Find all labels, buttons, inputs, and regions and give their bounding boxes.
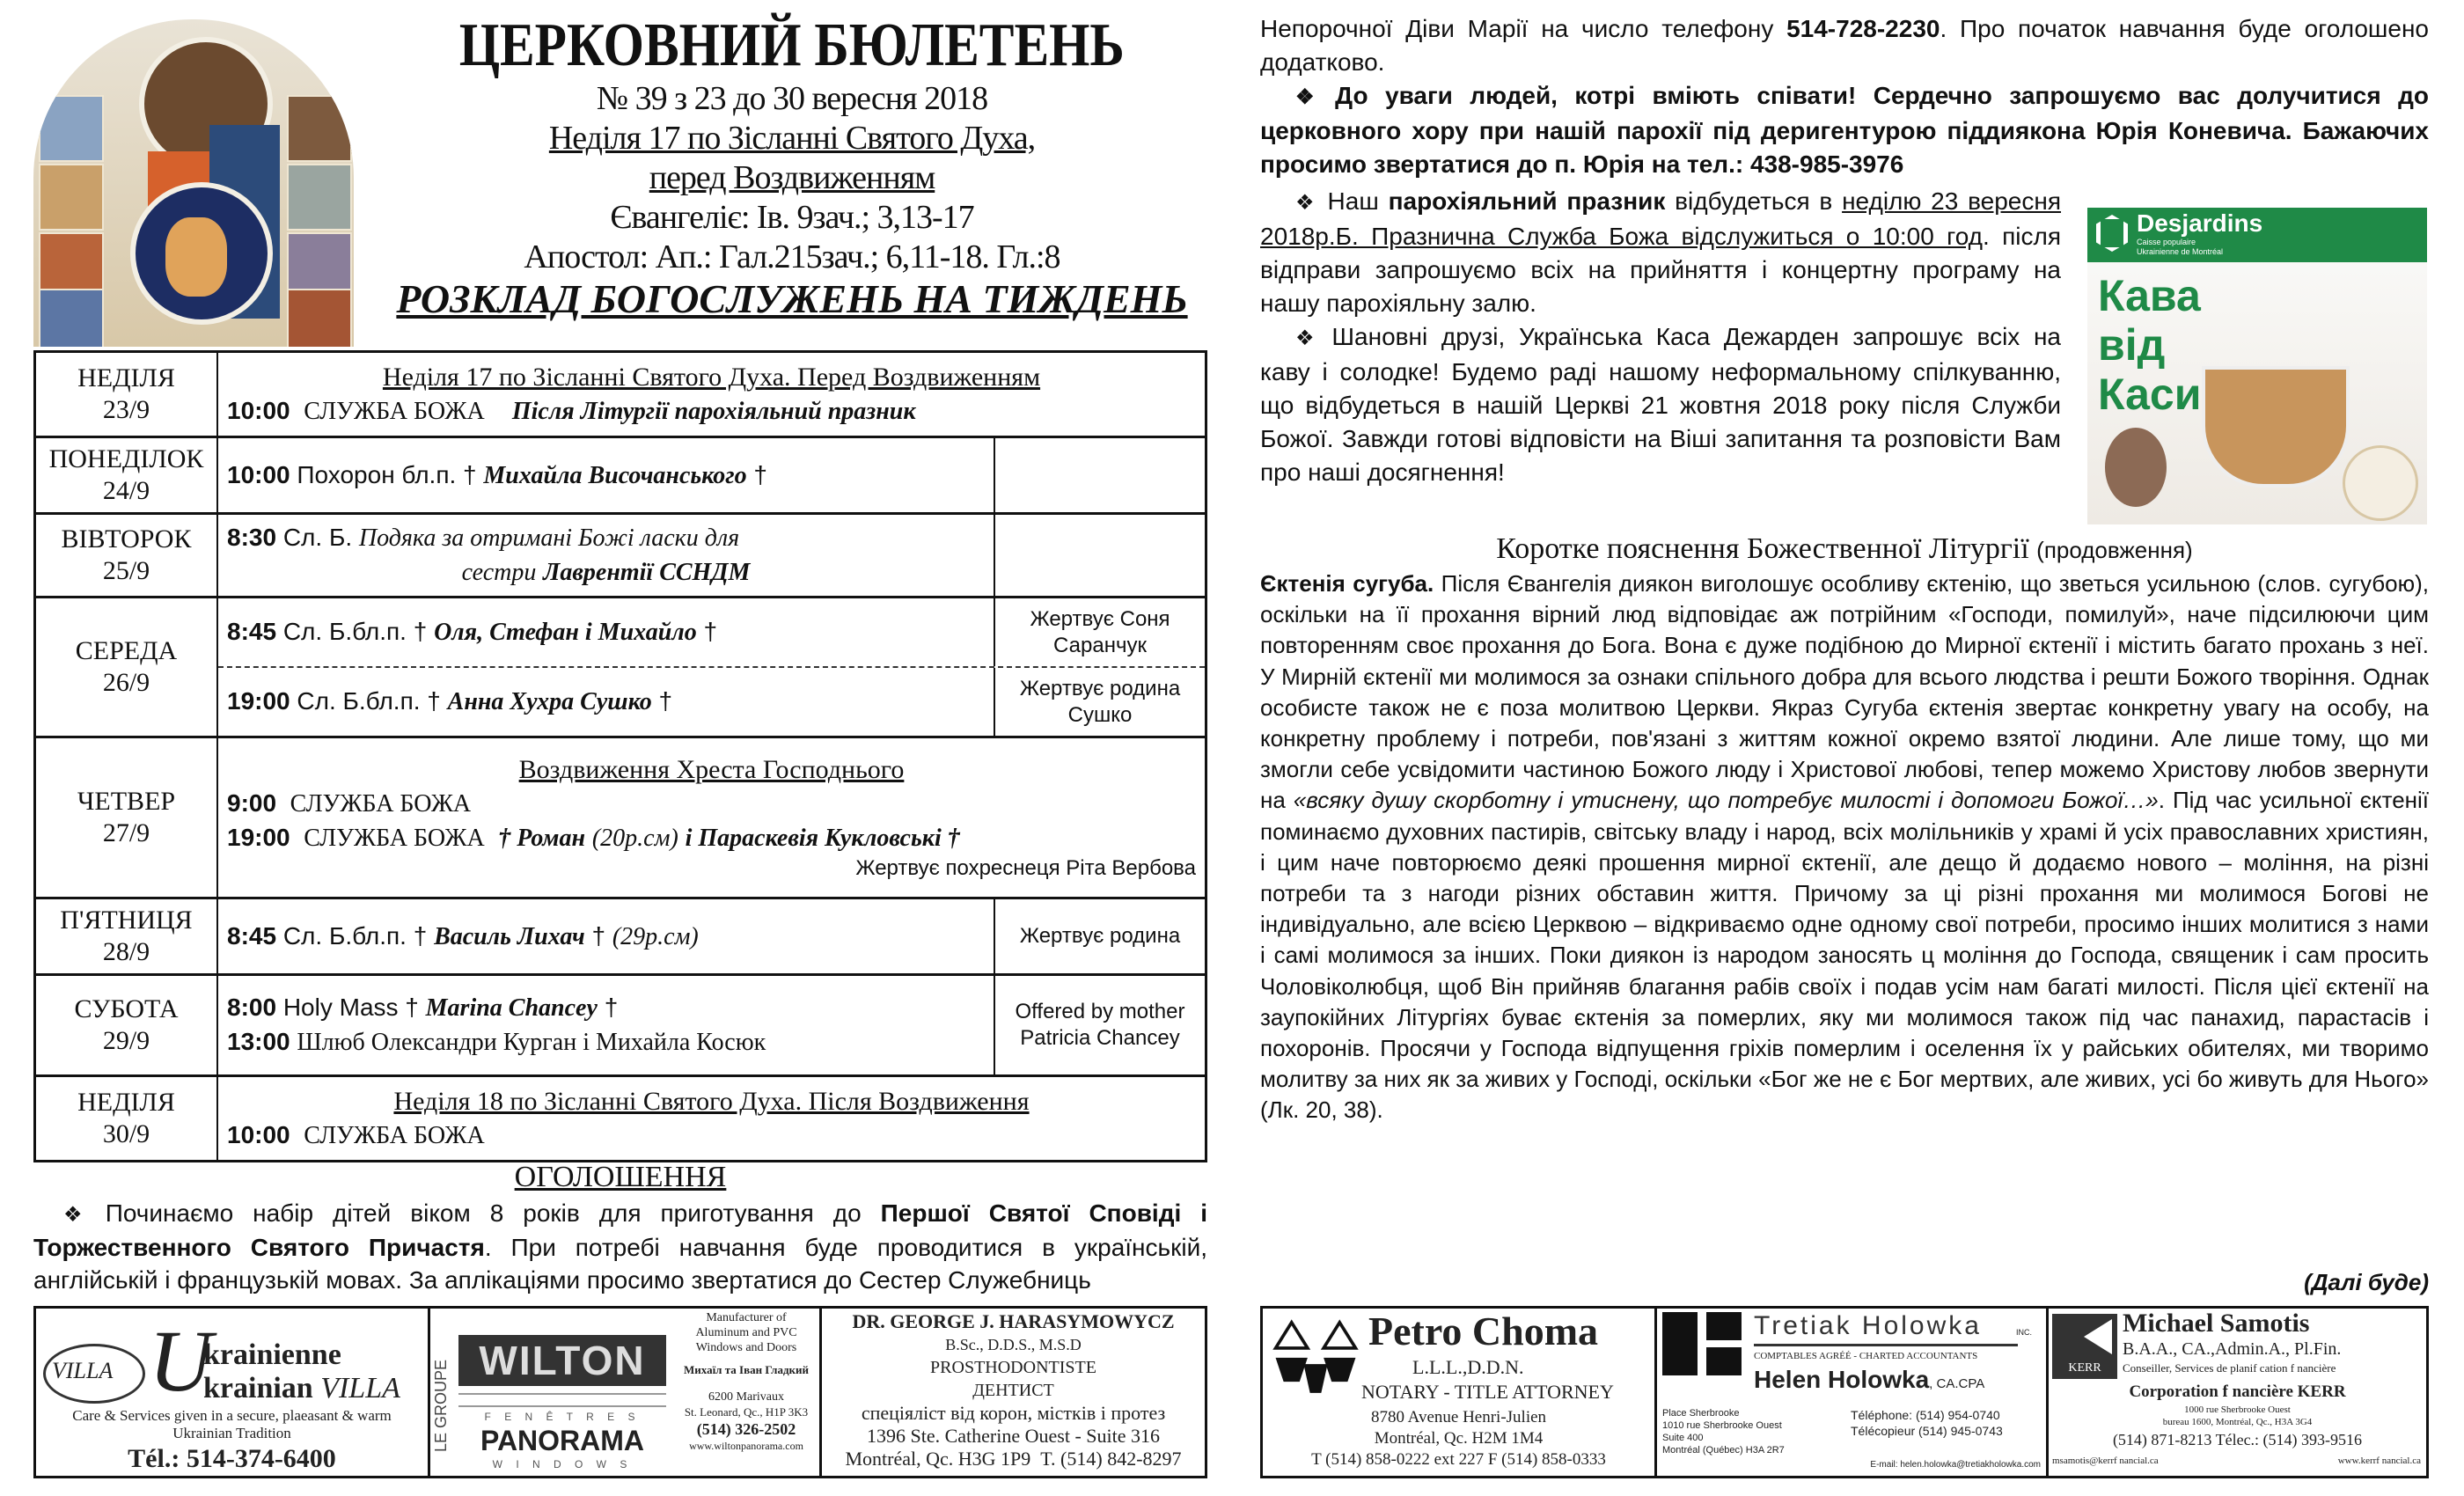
feast-title: Неділя 18 по Зісланні Святого Духа. Після Воздвиження xyxy=(393,1086,1030,1116)
tretiak-address: Place Sherbrooke xyxy=(1662,1408,1740,1419)
day-cell xyxy=(36,353,218,436)
service-time: 13:00 xyxy=(227,1028,290,1055)
feast-title: Воздвиження Хреста Господнього xyxy=(518,755,905,784)
service-name: СЛУЖБА БОЖА xyxy=(304,1121,485,1149)
service-entry xyxy=(218,598,1205,666)
tretiak-address: 1010 rue Sherbrooke Ouest xyxy=(1662,1420,1782,1431)
wilton-owners: Михаїл та Іван Гладкий xyxy=(683,1363,809,1376)
to-be-continued: (Далі буде) xyxy=(2304,1269,2429,1295)
cross-mark: † xyxy=(591,921,606,950)
tretiak-phone: Téléphone: (514) 954-0740 xyxy=(1851,1408,2000,1422)
choma-address: 8780 Avenue Henri-Julien xyxy=(1370,1408,1547,1426)
dentist-name: DR. GEORGE J. HARASYMOWYCZ xyxy=(852,1310,1175,1332)
schedule-table xyxy=(33,350,1207,1162)
feast-title: Неділя 17 по Зісланні Святого Духа. Перед Воздвиженням xyxy=(382,362,1041,392)
wilton-address: 6200 Marivaux xyxy=(708,1390,784,1404)
ad-dentist xyxy=(819,1309,1205,1476)
donor-text: Жертвує родина Сушко xyxy=(1019,676,1181,727)
donor-cell xyxy=(994,899,1205,973)
intention-text: сестри xyxy=(461,559,537,586)
ad-tretiak-holowka xyxy=(1654,1309,2046,1476)
donor-cell xyxy=(994,438,1205,512)
services-cell xyxy=(218,738,1205,897)
villa-logo-text: VILLA xyxy=(52,1358,114,1383)
desjardins-slogan: від xyxy=(2098,320,2166,370)
schedule-row-monday-24 xyxy=(36,436,1205,512)
service-name: Похорон бл.п. † xyxy=(297,460,477,488)
wilton-website: www.wiltonpanorama.com xyxy=(689,1440,803,1452)
tretiak-inc: INC. xyxy=(2016,1328,2032,1337)
service-name: СЛУЖБА БОЖА xyxy=(304,825,485,852)
wilton-vertical-text: LE GROUPE xyxy=(432,1359,450,1452)
day-date: 30/9 xyxy=(102,1119,150,1148)
villa-phone: Tél.: 514-374-6400 xyxy=(128,1444,336,1473)
service-name: Шлюб Олександри Курган і Михайла Косюк xyxy=(297,1029,766,1056)
wilton-desc: Aluminum and PVC xyxy=(695,1326,797,1339)
intention-age: (20р.см) xyxy=(591,825,678,852)
announcement-text: Непорочної Діви Марії на число телефону xyxy=(1260,15,1787,42)
wilton-panorama: PANORAMA xyxy=(480,1425,645,1456)
announcement-choir xyxy=(1260,79,2429,181)
announcement-coffee xyxy=(1260,320,2061,489)
service-note: Після Літургії парохіяльний празник xyxy=(511,397,916,425)
liturgy-paragraph: . Під час усильної єктенії поминаємо духовних пастирів, світську владу і народ, всіх молільників у храмі й усіх православних християн, і цим наче повторюємо деякі прошення мирної єктенії, але дещо й додаємо нового – моління, на різні потреби та з нагоди різних обставин життя. Причому за ці різні прохання ми молимося Богові не індивідуально, але всією Церквою – відкриваємо одне одному свої потреби, просимо інших молитися з нами і самі молимося за інших. Поки диякон із народом заносять ц моління до Господа, священик і сам просить Чоловіколюбця, щоб Він прийняв благання рабів своїх і подав усім нам багаті милості. Після цієї єктенії на заупокійних Літургіях буває єктенія за померлих, яку ми молимося також під час панахид, парастасів і похоронів. Просячи у Господа відпущення гріхів померлим і оселення їх у райських обителях, ми творимо молитву за них як за живих у Господі, оскільки «Бог же не є Бог мертвих, але живих, усі бо живуть для Нього» (Лк. 20, 38). xyxy=(1260,787,2430,1124)
desjardins-brand: Desjardins xyxy=(2137,209,2263,237)
intention-name: Лаврентії ССНДМ xyxy=(543,559,751,586)
service-time: 9:00 xyxy=(227,789,277,817)
schedule-row-wednesday-26 xyxy=(36,596,1205,736)
dentist-city: Montréal, Qc. H3G 1P9 xyxy=(845,1448,1031,1470)
schedule-row-saturday-29 xyxy=(36,973,1205,1074)
day-cell xyxy=(36,738,218,897)
dentist-phone: T. (514) 842-8297 xyxy=(1040,1448,1182,1470)
day-date: 27/9 xyxy=(102,818,150,847)
bulletin-title: ЦЕРКОВНИЙ БЮЛЕТЕНЬ xyxy=(458,11,1126,79)
day-cell xyxy=(36,899,218,973)
donor-cell xyxy=(994,976,1205,1074)
service-name: Сл. Б.бл.п. † xyxy=(282,618,428,645)
tretiak-credentials: , CA.CPA xyxy=(1929,1376,1985,1391)
diamond-bullet-icon: ❖ xyxy=(1295,326,1322,350)
choma-city: Montréal, Qc. H2M 1M4 xyxy=(1374,1429,1544,1448)
schedule-row-sunday-23 xyxy=(36,353,1205,436)
macaron-image xyxy=(2105,428,2167,507)
service-name: Сл. Б.бл.п. † xyxy=(282,921,428,950)
donor-text: Жертвує похреснеця Ріта Вербова xyxy=(855,856,1196,880)
kerr-logo xyxy=(2052,1314,2117,1379)
holy-family-icon-image xyxy=(33,19,354,347)
samotis-role: Conseiller, Services de planif cation f nancière xyxy=(2123,1361,2336,1375)
day-cell xyxy=(36,438,218,512)
day-name: СУБОТА xyxy=(74,994,179,1023)
announcement-text: Шановні друзі, Українська Каса Дежарден запрошує всіх на каву і солодке! Будемо раді нашому неформальному спілкуванню, що відбудеться в нашій Церкві 21 жовтня 2018 року після Служби Божої. Завжди готові відповісти на Віші запитання та розповісти Вам про наші досягнення! xyxy=(1260,323,2061,486)
villa-name-en: krainian xyxy=(203,1372,313,1404)
liturgy-paragraph: Після Євангелія диякон виголошує особливу єктенію, що зветься усильною (слов. сугубою), оскільки на її прохання вірний люд відповідає аж потрійним «Господи, помилуй», наче підсилюючи цим повторенням своє прохання до Бога. Вона є дуже подібною до Мирної єктенії і містить багато прохань з неї. У Мирній єктенії ми молимося за ознаки спільного добра для всього людства і решти Божого творіння. Однак особисте також не є поза молитвою Церкви. Якраз Сугуба єктенія звертає конкретну увагу на особу, на конкретну проблему і потреби, пов'язані з життям кожної окремо взятої людини. Але лише тому, що ми змогли себе усвідомити частиною Божого люду і Христової любові, тепер можемо Христову любов звернути на xyxy=(1260,570,2429,814)
intention-age: (29р.см) xyxy=(612,922,699,950)
desjardins-slogan: Кава xyxy=(2098,271,2201,320)
day-cell xyxy=(36,976,218,1074)
villa-tagline: Ukrainian Tradition xyxy=(172,1425,291,1441)
sisters-phone: 514-728-2230 xyxy=(1786,15,1940,42)
announcement-bold: парохіяльний празник xyxy=(1388,187,1666,215)
tretiak-email: E-mail: helen.holowka@tretiakholowka.com xyxy=(1870,1460,2041,1470)
announcement-text: . При потребі навчання буде проводитися в українській, англійській і французькій мовах. За аплікаціями просимо звертатися до Сестер Служебниць xyxy=(33,1234,1207,1294)
services-cell xyxy=(218,1077,1205,1160)
dentist-address: 1396 Ste. Catherine Ouest - Suite 316 xyxy=(866,1425,1160,1447)
tretiak-fax: Télécopieur (514) 945-0743 xyxy=(1851,1424,2003,1438)
gospel-reading: Євангеліє: Ів. 9зач.; 3,13-17 xyxy=(610,199,974,236)
service-time: 8:45 xyxy=(227,618,277,645)
coffee-cup-image xyxy=(2202,366,2350,488)
day-name: НЕДІЛЯ xyxy=(77,363,175,392)
ad-desjardins-coffee xyxy=(2087,208,2427,524)
intention-name: Marina Chancey xyxy=(425,994,598,1022)
services-cell xyxy=(218,515,994,596)
announcement-text: . Про початок навчання буде оголошено додатково. xyxy=(1260,15,2429,76)
tretiak-firm: Tretiak Holowka xyxy=(1754,1311,1982,1340)
dentist-specialty: спеціяліст від корон, містків і протез xyxy=(861,1402,1166,1424)
wilton-desc: Manufacturer of xyxy=(706,1311,787,1324)
sunday-title-line1: Неділя 17 по Зісланні Святого Духа, xyxy=(548,120,1036,157)
announcements-title xyxy=(33,1160,1207,1195)
donor-text: Жертвує родина xyxy=(1019,924,1181,948)
desjardins-sub: Ukrainienne de Montréal xyxy=(2137,247,2224,256)
samotis-phones: (514) 871-8213 Télec.: (514) 393-9516 xyxy=(2112,1431,2363,1448)
intention-name: Анна Хухра Сушко xyxy=(447,688,652,715)
ad-ukrainian-villa xyxy=(36,1309,428,1476)
day-cell xyxy=(36,515,218,596)
day-date: 29/9 xyxy=(102,1026,150,1055)
wilton-windows: W I N D O W S xyxy=(492,1458,633,1470)
diamond-bullet-icon: ❖ xyxy=(63,1203,95,1227)
tretiak-logo-block xyxy=(1662,1312,1698,1375)
ad-petro-choma xyxy=(1263,1309,1654,1476)
announcement-bold: Першої Святої Сповіді і Торжественного Святого Причастя xyxy=(33,1199,1207,1261)
scales-logo-icon xyxy=(1272,1316,1360,1397)
day-name: ВІВТОРОК xyxy=(61,524,192,554)
day-name: НЕДІЛЯ xyxy=(77,1088,175,1117)
wilton-phone: (514) 326-2502 xyxy=(696,1420,796,1438)
day-date: 26/9 xyxy=(102,668,150,697)
villa-tagline: Care & Services given in a secure, plaeasant & warm xyxy=(72,1407,392,1424)
kerr-logo-text: KERR xyxy=(2068,1361,2101,1375)
desjardins-sub: Caisse populaire xyxy=(2137,238,2196,246)
day-name: ЧЕТВЕР xyxy=(77,787,176,816)
ad-michael-samotis xyxy=(2046,1309,2426,1476)
services-cell xyxy=(218,353,1205,436)
service-name: Сл. Б. xyxy=(282,524,353,551)
dentist-title: PROSTHODONTISTE xyxy=(930,1358,1096,1377)
service-time: 10:00 xyxy=(227,396,290,424)
service-time: 10:00 xyxy=(227,1120,290,1148)
service-time: 19:00 xyxy=(227,687,290,715)
announcement-first-communion-cont xyxy=(1260,12,2429,79)
announcements-title-text: ОГОЛОШЕННЯ xyxy=(514,1161,727,1193)
choma-degrees: L.L.L.,D.D.N. xyxy=(1412,1356,1524,1378)
wilton-logo: WILTON xyxy=(458,1335,666,1386)
choma-phones: T (514) 858-0222 ext 227 F (514) 858-0333 xyxy=(1311,1450,1606,1469)
intention-name: † Роман xyxy=(498,825,586,852)
day-date: 24/9 xyxy=(102,476,150,505)
intention-text: Подяка за отримані Божі ласки для xyxy=(358,524,740,552)
tretiak-name: Helen Holowka xyxy=(1754,1366,1930,1393)
dentist-title-uk: ДЕНТИСТ xyxy=(972,1381,1054,1400)
service-time: 10:00 xyxy=(227,460,290,488)
tretiak-subtitle: COMPTABLES AGRÉÉ - CHARTED ACCOUNTANTS xyxy=(1754,1351,1978,1361)
announcement-text: відбудеться в xyxy=(1665,187,1843,215)
announcement-text: . після відправи запрошуємо всіх на прийняття і концертну програму на нашу парохіяльну залю. xyxy=(1260,223,2061,317)
day-cell xyxy=(36,598,218,736)
samotis-address: bureau 1600, Montréal, Qc., H3A 3G4 xyxy=(2162,1417,2313,1427)
villa-u-logo: U xyxy=(149,1312,213,1410)
samotis-name: Michael Samotis xyxy=(2123,1309,2310,1338)
dentist-degrees: B.Sc., D.D.S., M.S.D xyxy=(945,1336,1082,1353)
desjardins-slogan: Каси xyxy=(2098,370,2202,419)
donor-cell xyxy=(994,515,1205,596)
samotis-degrees: B.A.A., CA.,Admin.A., Pl.Fin. xyxy=(2123,1339,2342,1359)
liturgy-quote: «всяку душу скорботну і утиснену, що потребує милості і допомоги Божої…» xyxy=(1293,787,2159,814)
samotis-website: www.kerrf nancial.ca xyxy=(2337,1456,2421,1466)
samotis-address: 1000 rue Sherbrooke Ouest xyxy=(2184,1404,2291,1415)
samotis-email: msamotis@kerrf nancial.ca xyxy=(2052,1456,2159,1466)
schedule-row-thursday-27 xyxy=(36,736,1205,897)
ad-wilton-panorama xyxy=(428,1309,819,1476)
donor-text: Offered by mother Patricia Chancey xyxy=(1015,1000,1185,1050)
wilton-desc: Windows and Doors xyxy=(695,1341,797,1354)
liturgy-section-title xyxy=(1260,532,2429,568)
services-cell xyxy=(218,976,994,1074)
desjardins-header-bar xyxy=(2087,208,2427,262)
wilton-address: St. Leonard, Qc., H1P 3K3 xyxy=(684,1405,809,1419)
samotis-corporation: Corporation f nancière KERR xyxy=(2129,1382,2346,1401)
service-time: 8:30 xyxy=(227,524,277,551)
liturgy-text xyxy=(1260,568,2429,1126)
tretiak-address: Montréal (Québec) H3A 2R7 xyxy=(1662,1445,1785,1456)
schedule-row-friday-28 xyxy=(36,897,1205,973)
intention-name: Михайла Височанського xyxy=(483,461,747,489)
villa-logo-text: VILLA xyxy=(320,1372,400,1404)
ads-strip-right xyxy=(1260,1306,2429,1478)
day-date: 28/9 xyxy=(102,937,150,966)
apostle-reading: Апостол: Ап.: Гал.215зач.; 6,11-18. Гл.:8 xyxy=(524,238,1060,275)
schedule-title: РОЗКЛАД БОГОСЛУЖЕНЬ НА ТИЖДЕНЬ xyxy=(396,276,1188,321)
services-cell xyxy=(218,438,994,512)
announcement-text: Починаємо набір дітей віком 8 років для приготування до xyxy=(105,1199,881,1227)
service-time: 8:45 xyxy=(227,921,277,950)
services-cell xyxy=(218,899,994,973)
villa-name-fr: krainienne xyxy=(203,1338,341,1371)
choma-title: NOTARY - TITLE ATTORNEY xyxy=(1361,1381,1614,1403)
desjardins-hexagon-logo-icon xyxy=(2096,215,2128,252)
announcement-text: Наш xyxy=(1327,187,1389,215)
service-time: 19:00 xyxy=(227,824,290,851)
intention-name: Оля, Стефан і Михайло xyxy=(434,619,697,646)
announcement-parish-feast xyxy=(1260,185,2061,320)
choma-name: Petro Choma xyxy=(1368,1309,1599,1353)
announcement-text: До уваги людей, котрі вміють співати! Сердечно запрошуємо вас долучитися до церковного хору при нашій парохії під деригентурою піддиякона Юрія Коневича. Бажаючих просимо звертатися до п. Юрія на тел.: 438-985-3976 xyxy=(1260,82,2429,178)
day-cell xyxy=(36,1077,218,1160)
tretiak-address: Suite 400 xyxy=(1662,1433,1704,1443)
donor-text: Жертвує Соня Саранчук xyxy=(1030,606,1170,657)
wilton-fenetres: F E N Ê T R E S xyxy=(484,1411,641,1423)
liturgy-title: Коротке пояснення Божественної Літургії xyxy=(1496,532,2029,565)
service-entry xyxy=(218,666,1205,736)
macaron-image xyxy=(2343,445,2418,521)
liturgy-lead: Єктенія сугуба. xyxy=(1260,570,1434,597)
schedule-row-tuesday-25 xyxy=(36,512,1205,596)
service-name: Сл. Б.бл.п. † xyxy=(297,687,441,715)
announcement-first-communion xyxy=(33,1197,1207,1296)
service-name: СЛУЖБА БОЖА xyxy=(304,397,485,425)
day-name: П'ЯТНИЦЯ xyxy=(60,906,193,935)
service-name: СЛУЖБА БОЖА xyxy=(290,790,472,818)
service-name: Holy Mass † xyxy=(282,994,419,1021)
intention-name: Василь Лихач xyxy=(434,922,585,950)
cross-mark: † xyxy=(703,618,718,645)
liturgy-continuation: (продовження) xyxy=(2036,537,2193,563)
diamond-bullet-icon: ❖ xyxy=(1295,191,1317,215)
intention-name: і Параскевія Кукловські † xyxy=(685,825,960,852)
bulletin-header xyxy=(370,12,1214,321)
announcement-underlined: неділю 23 вересня 2018р.Б. Празнична Служба Божа відслужиться о 10:00 год xyxy=(1260,187,2062,250)
sunday-title-line2: перед Воздвиженням xyxy=(649,159,935,196)
day-name: СЕРЕДА xyxy=(75,636,178,665)
service-time: 8:00 xyxy=(227,994,277,1021)
cross-mark: † xyxy=(658,687,673,715)
cross-mark: † xyxy=(604,994,619,1021)
day-date: 23/9 xyxy=(102,395,150,424)
cross-mark: † xyxy=(753,460,767,488)
issue-line: № 39 з 23 до 30 вересня 2018 xyxy=(596,80,988,117)
day-date: 25/9 xyxy=(102,556,150,585)
diamond-bullet-icon: ❖ xyxy=(1295,85,1325,109)
schedule-row-sunday-30 xyxy=(36,1074,1205,1160)
day-name: ПОНЕДІЛОК xyxy=(48,444,204,473)
ads-strip-left xyxy=(33,1306,1207,1478)
